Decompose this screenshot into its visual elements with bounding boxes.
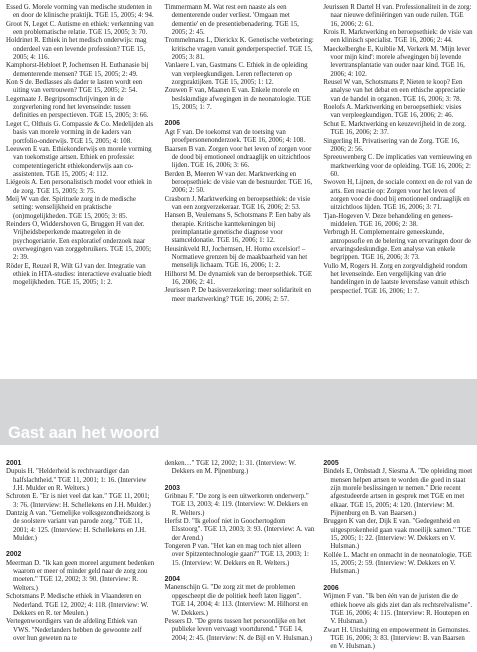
- interview-entry: Kollée L. Macht en onmacht in de neonatologie. TGE 15, 2005; 2: 59. (Interview: W. Dekkers en V. Hulsman.): [323, 551, 472, 576]
- reference-entry: Trommelmans L, Dierickx K. Genetische verbetering: kritische vragen vanuit genderperspectief. TGE 15, 2005; 3: 81.: [164, 37, 314, 62]
- reference-entry: Kon S de. Bedlasses als dader te lasten wordt een uiting van vertrouwen? TGE 15, 2005; 2: 54.: [6, 79, 143, 95]
- interview-entry: Wijmen F van. "Ik ben één van de juristen die de ethiek hoeve als gids ziet dan als rechtsrelvalisme". TGE 16, 2006; 4: 115. (Interview: R. Houtepen en V. Hulsman.): [323, 593, 473, 626]
- reference-entry: Leeuwen E van. Ethiekonderwijs en morele vorming van toekomstige artsen. Ethiek en professie: competentiegericht ethiekonderwijs aan co-assistenten. TGE 15, 2005; 4: 112.: [6, 145, 152, 178]
- interview-entry: Meerman D. "Ik kan geen moreel argument bedenken waarom er meer of minder geld naar de zorg zou moeten." TGE 12, 2002; 3: 90. (Interview: R. Welters.): [6, 559, 155, 592]
- reference-entry: Hansen B, Veulemans S, Schotsmans P. Een baby als therapie. Kritische kanttekeningen bij preimplantatie genetische diagnose voor stamceldonatie. TGE 16, 2006; 1: 12.: [164, 212, 311, 245]
- reference-entry: Reinders O, Widdershoven G, Bruggen H van der. Vrijheidsbeperkende maatregelen in de psychogeriatrie. Een exploratief onderzoek naar overwegingen van zorggebruikers. TGE 15, 2005; 2: 39.: [6, 220, 152, 262]
- interview-entry: Gribnau F. "De zorg is een uitwerkoren onderwerp." TGE 13, 2003; 4: 119. (Interview: W. Dekkers en R. Welters.): [164, 493, 309, 517]
- interview-entry: Tongeren P van. "Het kan en mag toch niet alleen over Spitzentechnologie gaan?" TGE 13, 2003; 1: 15. (Interview: W. Dekkers en R. Welters.): [164, 543, 309, 567]
- reference-entry: Leget C, Olthuis G. Compassie & Co. Medelijden als basis van morele vorming in de kaders van portfolio-onderwijs. TGE 15, 2005; 4: 108.: [6, 120, 154, 145]
- section-title: Gast aan het woord: [8, 424, 160, 442]
- upper-column-3: [323, 4, 473, 370]
- upper-reference-list: [6, 4, 473, 370]
- lower-reference-list: [6, 460, 473, 651]
- reference-entry: Legemaate J. Begripsomschrijvingen in de zorgverlening rond het levenseinde: tussen definities en perspectieven. TGE 15, 2005; 3: 66.: [6, 95, 149, 120]
- interview-entry: Pessers D. "De grens tussen het persoonlijke en het publieke leven vervaagt voortdurend." TGE 14, 2004; 2: 45. (Interview: N. de Bijl en V. Hulsman.): [164, 617, 313, 642]
- reference-entry: Krois R. Marktwerking en beroepsethiek: de visie van een klinisch specialist. TGE 16, 2006; 2: 44.: [323, 29, 473, 45]
- reference-entry: Timmermann M. Wat rest een naaste als een dementerende ouder verliest. 'Omgaan met dementie' en de presentiebenadering. TGE 15, 2005; 2: 45.: [164, 4, 299, 37]
- reference-entry: Verbrugh H. Complementaire geneeskunde, antroposofie en de belering van ervaringen door de ervaringsdeskundige. Een analyse van enkele begrippen. TGE 16, 2006; 3: 73.: [323, 229, 471, 262]
- lower-column-2: [165, 460, 315, 652]
- reference-entry: Holdrinet R. Ethiek in het medisch onderwijs: mag onderdeel van een levende profession? TGE 15, 2005; 4: 116.: [6, 37, 147, 62]
- reference-entry: Spreeuwenberg C. De implicaties van vernieuwing en marktwerking voor de opleiding. TGE 16, 2006; 2: 60.: [323, 154, 472, 178]
- reference-entry: Vullo M, Rogers H. Zorg en zorgvuldigheid rondom het levenseinde. Een vergelijking van drie handelingen in de laatste levensfase vanuit ethisch perspectief. TGE 16, 2006; 1: 7.: [323, 262, 470, 295]
- reference-entry: Crasborn J. Marktwerking en beroepsethiek: de visie van een zorgverzekeraar. TGE 16, 2006; 2: 53.: [164, 195, 311, 211]
- reference-entry: Singerling H. Privatisering van de Zorg. TGE 16, 2006; 2: 56.: [323, 137, 460, 153]
- year-heading: 2006: [164, 120, 180, 128]
- interview-entry: Dantzig A van. "Gemelijke volksgezondheidszorg is de soolstere variant van parode zorg." TGE 11, 2001; 4: 125. (Interview: H. Schellekens en J.H. Mulder.): [6, 510, 150, 543]
- reference-entry: Liégeois A. Een personalistisch model voor ethiek in de zorg. TGE 15, 2005; 3: 75.: [6, 179, 152, 195]
- year-heading: 2002: [6, 551, 22, 559]
- reference-entry: Schut E. Marktwerking en keuzevrijheid in de zorg. TGE 16, 2006; 2: 37.: [323, 120, 467, 137]
- reference-entry: Röder E, Reuzel R, Wilt GJ van der. Integratie van ethiek in HTA-studies: interactieve evaluatie biedt mogelijkheden. TGE 15, 2005; 1: 2.: [6, 262, 152, 287]
- reference-entry: Agt F van. De toekomst van de toetsing van proefpersonenonderzoek. TGE 16, 2006; 4: 108.: [164, 128, 306, 145]
- year-heading: 2004: [164, 576, 180, 584]
- reference-entry: Swoven H, Lijnen, de sociale context en de rol van de arts. Een reactie op: Zorgen voor het leven of zorgen voor de dood bij emotioneel ondraaglijk en uitzichtloos lijden. TGE 16, 2006; 3: 71.: [323, 179, 473, 212]
- lower-column-1: [6, 460, 156, 652]
- reference-entry: Heusinkveld RJ, Jochemsen, H. Homo excelsior! – Normatieve grenzen bij de maakbaarheid van het menselijk lichaam. TGE 16, 2006; 1: 2.: [164, 245, 308, 270]
- interview-entry: denken…" TGE 12, 2002; 1: 31. (Interview: W. Dekkers en M. Pijnenburg.): [164, 460, 296, 476]
- interview-entry: Schroten E. "Er is niet veel dat kan." TGE 11, 2001; 3: 76. (Interview: H. Schellekens en J.H. Mulder.): [6, 493, 151, 509]
- interview-entry: Dupuis H. "Helderheid is rechtvaardiger dan halfslachtheid." TGE 11, 2001; 1: 16. (Interview J.H. Mulder en R. Welters.): [6, 468, 147, 493]
- lower-column-3: [323, 460, 473, 652]
- reference-entry: Vanlaere L van, Gastmans C. Ethiek in de opleiding van verpleegkundigen. Leren reflecteren op zorgpraktijken. TGE 15, 2005; 1: 12.: [164, 62, 308, 87]
- reference-entry: Maeckelberghe E, Kuiblie M, Verkerk M. 'Mijn lever voor mijn kind': morele afwegingen bij levende levertransplantatie van ouder naar kind. TGE 16, 2006; 4: 102.: [323, 45, 471, 78]
- reference-entry: Reusel W van, Schotsmans P, Nieten te koop? Een analyse van het debat en een ethische appreciatie van de handel in organen. TGE 16, 2006; 3: 78.: [323, 79, 466, 103]
- reference-entry: Tjan-Hogeven V. Deze behandeling en genees-middelen. TGE 16, 2006; 2: 38.: [323, 212, 453, 228]
- interview-entry: Herfst D. "Ik geloof niet in Goochertogdom Elsstoorg". TGE 13, 2003; 3: 93. (Interview: A. van der Arend.): [164, 518, 315, 542]
- interview-entry: Vertegenwoordigers van de afdeling Ethiek van VWS. "Nederlanders hebben de gewoonte zelf over hun geweten na te: [6, 618, 142, 642]
- reference-entry: Jeurissen R Dartel H van. Professionaliteit in de zorg: naar nieuwe definiëringen van oude ruilen. TGE 16, 2006; 2: 61.: [323, 4, 472, 28]
- interview-entry: Manenschijn G. "De zorg zit met de problemen opgescheept die de politiek heeft laten liggen". TGE 14, 2004; 4: 113. (Interview: M. Hilhorst en W. Dekkers.): [164, 584, 308, 617]
- interview-entry: Schotsmans P. Medische ethiek in Vlaanderen en Nederland. TGE 12, 2002; 4: 118. (Interview: W. Dekkers en R. ter Meulen.): [6, 593, 149, 617]
- reference-entry: Berden B, Meeren W van der. Marktwerking en beroepsethiek: de visie van de bestuurder. TGE 16, 2006; 2: 50.: [164, 170, 313, 195]
- year-heading: 2003: [164, 484, 180, 492]
- reference-entry: Zouwen F van, Maanen E van. Enkele morele en beslskundige afwegingen in de neonatologie. TGE 15, 2005; 1: 7.: [164, 87, 311, 112]
- reference-entry: Baarsen B van. Zorgen voor het leven of zorgen voor de dood bij emotioneel ondraaglijk en uitzichtloos lijden. TGE 16, 2006; 3: 66.: [164, 145, 312, 170]
- reference-entry: Kamphorst-Hebloet P, Jochemsen H. Euthanasie bij dementerende mensen? TGE 15, 2005; 2: 49.: [6, 62, 149, 78]
- reference-entry: Groot N, Leget C. Autisme en ethiek: verkenning van een problematische relatie. TGE 15, 2005; 3: 70.: [6, 20, 154, 37]
- section-banner: [0, 379, 477, 445]
- reference-entry: Roelofs A. Marktwerking en beroepsethiek: visies van verpleegkundigen. TGE 16, 2006; 2: 46.: [323, 104, 462, 120]
- reference-entry: Essed G. Morele vorming van medische studenten in en door de klinische praktijk. TGE 15, 2005; 4: 94.: [6, 4, 154, 20]
- interview-entry: Bindels E, Ombstadt J, Siesma A. "De opleiding moet mensen helpen artsen te worden die goed in staat zijn morele beslissingen te nemen." Drie recent afgestudeerde artsen in gesprek met TGE en met elkaar. TGE 15, 2005; 4: 120. (Interview: M. Pijnenburg en B. van Baarsen.): [323, 468, 473, 518]
- year-heading: 2005: [323, 460, 339, 467]
- interview-entry: Bruggen K van der, Dijk E van. "Gedegenheid en uitgesprokenheid gaan vaak moeilijk samen." TGE 15, 2005; 1: 22. (Interview: W. Dekkers en V. Hulsman.): [323, 518, 471, 551]
- reference-entry: Meij W van der. Spirituele zorg in de medische setting: wenselijkheid en praktische (on)mogelijkheden. TGE 15, 2005; 3: 85.: [6, 195, 136, 220]
- year-heading: 2001: [6, 460, 22, 467]
- year-heading: 2006: [323, 584, 339, 592]
- interview-entry: Zwart H. Uitsluiting en empowerment in Gemonstes. TGE 16, 2006; 3: 83. (Interview: B. van Baarsen en V. Hulsman.): [323, 626, 470, 651]
- reference-entry: Jeurissen P. De basisverzekering: meer solidariteit en meer marktwerking? TGE 16, 2006; 2: 57.: [164, 287, 312, 303]
- upper-column-2: [165, 4, 315, 370]
- upper-column-1: [6, 4, 156, 370]
- reference-entry: Hilhorst M. De dynamiek van de beroepsethiek. TGE 16, 2006; 2: 41.: [164, 270, 313, 286]
